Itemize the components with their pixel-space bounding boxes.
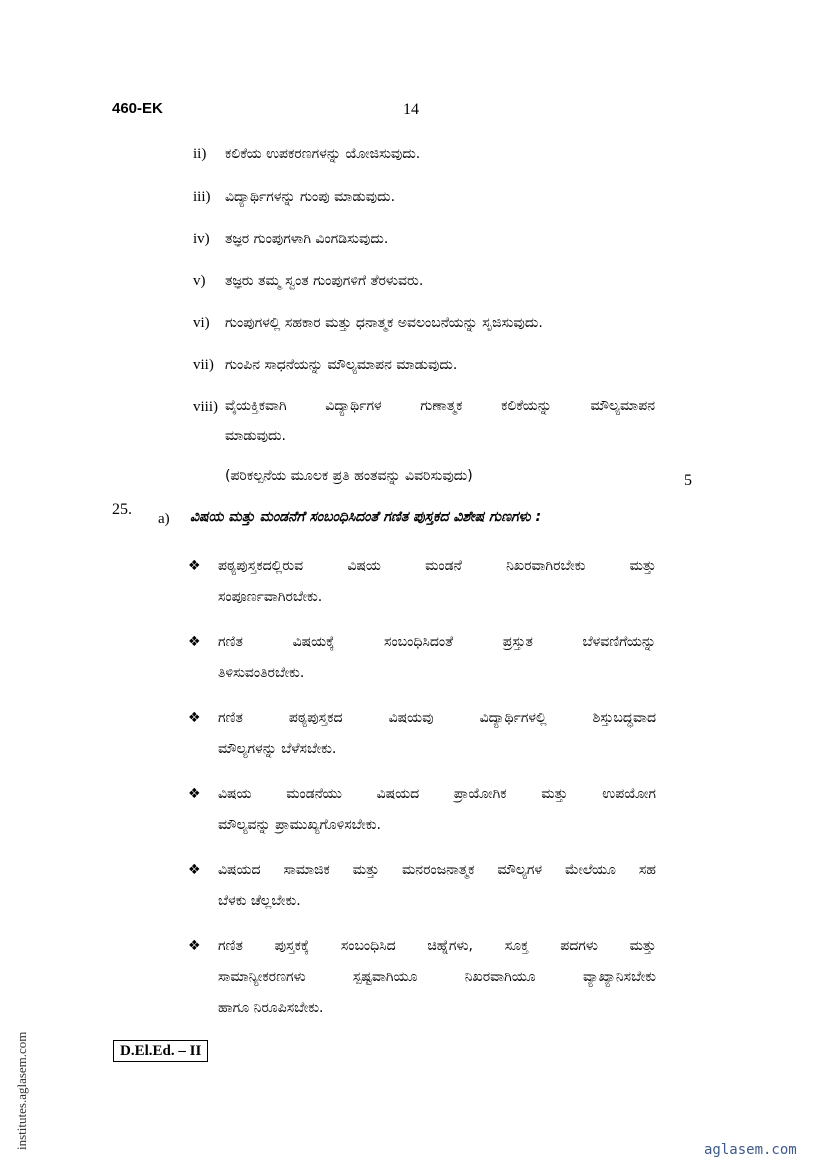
step-item: [193, 308, 655, 337]
course-label: D.El.Ed. – II: [113, 1040, 208, 1062]
bullet-text-line: ಸಾಮಾನ್ಯೀಕರಣಗಳು ಸ್ಪಷ್ಟವಾಗಿಯೂ ನಿಖರವಾಗಿಯೂ ವ್ಯಾಖ್ಯಾನಿಸಬೇಕು: [218, 969, 656, 985]
bullet-text-line: ಸಂಪೂರ್ಣವಾಗಿರಬೇಕು.: [218, 589, 323, 605]
step-text-line: ವೈಯಕ್ತಿಕವಾಗಿ ವಿದ್ಯಾರ್ಥಿಗಳ ಗುಣಾತ್ಮಕ ಕಲಿಕೆಯನ್ನು ಮೌಲ್ಯಮಾಪನ: [225, 398, 655, 414]
bullet-text-line: ತಿಳಿಸುವಂತಿರಬೇಕು.: [218, 665, 305, 681]
step-number: vii): [193, 357, 214, 373]
step-number: v): [193, 273, 206, 289]
bottom-watermark: aglasem.com: [704, 1142, 797, 1158]
bullet-text-line: ಗಣಿತ ಪುಸ್ತಕಕ್ಕೆ ಸಂಬಂಧಿಸಿದ ಚಿಹ್ನೆಗಳು, ಸೂಕ್ತ ಪದಗಳು ಮತ್ತು: [218, 938, 656, 954]
bullet-text-line: ಗಣಿತ ಪಠ್ಯಪುಸ್ತಕದ ವಿಷಯವು ವಿದ್ಯಾರ್ಥಿಗಳಲ್ಲಿ ಶಿಸ್ತುಬದ್ಧವಾದ: [218, 710, 656, 726]
bullet-text-line: ಮೌಲ್ಯಗಳನ್ನು ಬೆಳೆಸಬೇಕು.: [218, 741, 337, 757]
marks: 5: [684, 472, 692, 489]
paper-code: 460-EK: [112, 100, 163, 117]
bullet-text-line: ಬೆಳಕು ಚೆಲ್ಲಬೇಕು.: [218, 893, 301, 909]
step-item: [193, 350, 655, 379]
step-item: [193, 224, 655, 253]
bullet-icon: ❖: [188, 938, 201, 954]
step-text: ಗುಂಪುಗಳಲ್ಲಿ ಸಹಕಾರ ಮತ್ತು ಧನಾತ್ಮಕ ಅವಲಂಬನೆಯನ್ನು ಸೃಜಿಸುವುದು.: [225, 315, 543, 331]
step-text: ವಿದ್ಯಾರ್ಥಿಗಳನ್ನು ಗುಂಪು ಮಾಡುವುದು.: [225, 189, 396, 205]
bullet-icon: ❖: [188, 862, 201, 878]
bullet-text-line: ಪಠ್ಯಪುಸ್ತಕದಲ್ಲಿರುವ ವಿಷಯ ಮಂಡನೆ ನಿಖರವಾಗಿರಬೇಕು ಮತ್ತು: [218, 558, 656, 574]
step-text-line: ಮಾಡುವುದು.: [225, 428, 286, 444]
bullet-icon: ❖: [188, 786, 201, 802]
step-number: vi): [193, 315, 210, 331]
explanation-note: (ಪರಿಕಲ್ಪನೆಯ ಮೂಲಕ ಪ್ರತಿ ಹಂತವನ್ನು ವಿವರಿಸುವುದು): [225, 468, 473, 484]
bullet-text-line: ಗಣಿತ ವಿಷಯಕ್ಕೆ ಸಂಬಂಧಿಸಿದಂತೆ ಪ್ರಸ್ತುತ ಬೆಳವಣಿಗೆಯನ್ನು: [218, 634, 656, 650]
side-watermark: institutes.aglasem.com: [14, 1031, 29, 1150]
step-item: [193, 139, 655, 168]
question-part: a): [158, 511, 170, 527]
question-number: 25.: [112, 501, 132, 518]
step-number: iv): [193, 231, 210, 247]
step-text: ಕಲಿಕೆಯ ಉಪಕರಣಗಳನ್ನು ಯೋಜಿಸುವುದು.: [225, 146, 421, 162]
step-item: [193, 266, 655, 295]
step-text: ತಜ್ಞರ ಗುಂಪುಗಳಾಗಿ ವಿಂಗಡಿಸುವುದು.: [225, 231, 389, 247]
step-number: iii): [193, 189, 211, 205]
bullet-text-line: ವಿಷಯ ಮಂಡನೆಯು ವಿಷಯದ ಪ್ರಾಯೋಗಿಕ ಮತ್ತು ಉಪಯೋಗ: [218, 786, 656, 802]
bullet-icon: ❖: [188, 634, 201, 650]
bullet-text-line: ವಿಷಯದ ಸಾಮಾಜಿಕ ಮತ್ತು ಮನರಂಜನಾತ್ಮಕ ಮೌಲ್ಯಗಳ ಮೇಲೆಯೂ ಸಹ: [218, 862, 656, 878]
bullet-text-line: ಹಾಗೂ ನಿರೂಪಿಸಬೇಕು.: [218, 1000, 324, 1016]
bullet-text-line: ಮೌಲ್ಯವನ್ನು ಪ್ರಾಮುಖ್ಯಗೊಳಿಸಬೇಕು.: [218, 817, 381, 833]
step-text: ಗುಂಪಿನ ಸಾಧನೆಯನ್ನು ಮೌಲ್ಯಮಾಪನ ಮಾಡುವುದು.: [225, 357, 458, 373]
step-number: viii): [193, 399, 218, 415]
page-number: 14: [403, 101, 419, 118]
bullet-icon: ❖: [188, 710, 201, 726]
step-text: ತಜ್ಞರು ತಮ್ಮ ಸ್ವಂತ ಗುಂಪುಗಳಿಗೆ ತೆರಳುವರು.: [225, 273, 424, 289]
step-item: [193, 182, 655, 211]
step-number: ii): [193, 146, 207, 162]
bullet-icon: ❖: [188, 558, 201, 574]
question-heading: ವಿಷಯ ಮತ್ತು ಮಂಡನೆಗೆ ಸಂಬಂಧಿಸಿದಂತೆ ಗಣಿತ ಪುಸ್ತಕದ ವಿಶೇಷ ಗುಣಗಳು :: [190, 509, 542, 525]
